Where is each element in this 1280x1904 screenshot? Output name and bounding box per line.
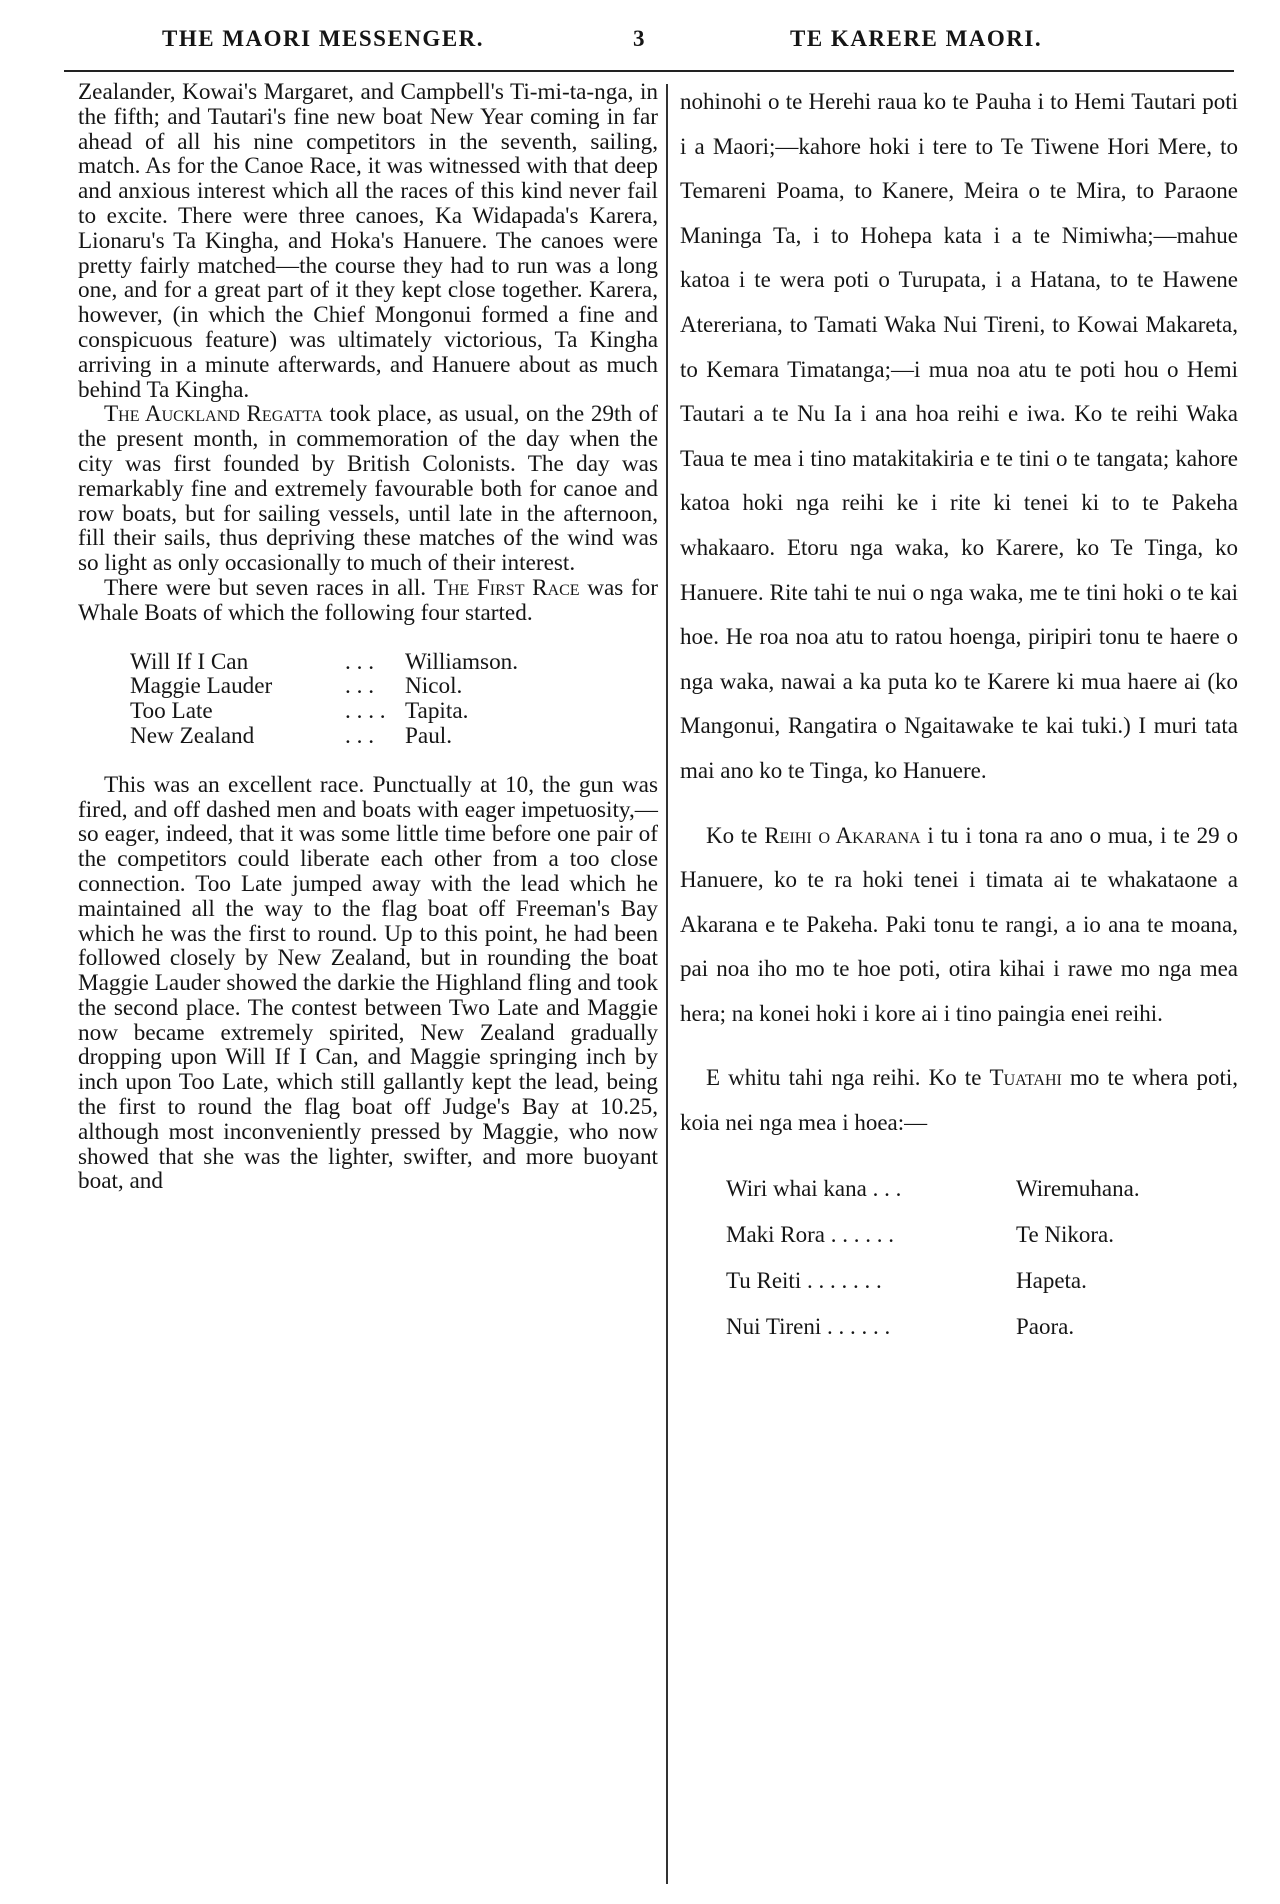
maori-paragraph-3: [680, 1056, 1238, 1145]
english-paragraph-2: [78, 402, 658, 576]
english-paragraph-3-text-a: There were but seven races in all.: [104, 574, 434, 601]
leader-dots: . . .: [345, 722, 374, 749]
english-regatta-heading: The Auckland Regatta: [104, 401, 323, 428]
boat-owner: Te Nikora.: [1016, 1221, 1115, 1247]
maori-regatta-heading: Reihi o Akarana: [764, 822, 921, 848]
boat-owner: Tapita.: [405, 698, 469, 725]
maori-paragraph-2: [680, 814, 1238, 1037]
boat-name: Maggie Lauder: [130, 673, 273, 700]
maori-column: [680, 80, 1238, 1350]
maori-paragraph-3-text-b: mo te whera poti, koia nei nga mea i hoea:—: [680, 1065, 1238, 1136]
boat-name: Tu Reiti . . . . . . .: [726, 1267, 882, 1293]
english-paragraph-4: This was an excellent race. Punctually at 10, the gun was fired, and off dashed men and boats with eager impetuosity,—so eager, indeed, that it was some little time before one pair of the competitors could liberate each other from a too close connection. Too Late jumped away with the lead which he maintained all the way to the flag boat off Freeman's Bay which he was the first to round. Up to this point, he had been followed closely by New Zealand, but in rounding the boat Maggie Lauder showed the darkie the Highland fling and took the second place. The contest between Two Late and Maggie now became extremely spirited, New Zealand gradually dropping upon Will If I Can, and Maggie springing inch by inch upon Too Late, which still gallantly kept the lead, being the first to round the flag boat off Judge's Bay at 10.25, although most inconveniently pressed by Maggie, who now showed that she was the lighter, swifter, and more buoyant boat, and: [78, 771, 658, 1195]
boat-name: Wiri whai kana . . .: [726, 1175, 902, 1201]
english-boat-list: [130, 650, 658, 749]
maori-boat-list: [726, 1166, 1238, 1350]
list-item: [130, 699, 658, 724]
boat-owner: Hapeta.: [1016, 1267, 1087, 1293]
boat-name: Will If I Can: [130, 648, 249, 675]
list-item: [726, 1212, 1238, 1258]
boat-name: Too Late: [130, 698, 213, 725]
list-item: [130, 650, 658, 675]
boat-owner: Nicol.: [405, 673, 463, 700]
maori-paragraph-1: nohinohi o te Herehi raua ko te Pauha i to Hemi Tautari poti i a Maori;—kahore hoki i tere to Te Tiwene Hori Mere, to Temareni Poama, to Kanere, Meira o te Mira, to Paraone Maninga Ta, i to Hohepa kata i a te Nimiwha;—mahue katoa i te wera poti o Turupata, i a Hatana, to te Hawene Atereriana, to Tamati Waka Nui Tireni, to Kowai Makareta, to Kemara Timatanga;—i mua noa atu te poti hou o Hemi Tautari a te Nu Ia i ana hoa reihi e iwa. Ko te reihi Waka Taua te mea i tino matakitakiria e te tini o te tangata; kahore katoa hoki nga reihi ke i rite ki tenei ki to te Pakeha whakaaro. Etoru nga waka, ko Karere, ko Te Tinga, ko Hanuere. Rite tahi te nui o nga waka, me te tini hoki o te kai hoe. He roa noa atu to ratou hoenga, piripiri tonu te haere o nga waka, nawai a ka puta ko te Karere ki mua haere ai (ko Mangonui, Rangatira o Ngaitawake te kai tuki.) I muri tata mai ano ko te Tinga, ko Hanuere.: [680, 89, 1238, 783]
english-paragraph-1: Zealander, Kowai's Margaret, and Campbell's Ti-mi-ta-nga, in the fifth; and Tautari's fine new boat New Year coming in far ahead of all his nine competitors in the seventh, sailing, match. As for the Canoe Race, it was witnessed with that deep and anxious interest which all the races of this kind never fail to excite. There were three canoes, Ka Widapada's Karera, Lionaru's Ta Kingha, and Hoka's Hanuere. The canoes were pretty fairly matched—the course they had to run was a long one, and for a great part of it they kept close together. Karera, however, (in which the Chief Mongonui formed a fine and conspicuous feature) was ultimately victorious, Ta Kingha arriving in a minute afterwards, and Hanuere about as much behind Ta Kingha.: [78, 79, 658, 403]
maori-first-race-heading: Tuatahi: [989, 1065, 1062, 1091]
boat-name: Nui Tireni . . . . . .: [726, 1313, 891, 1339]
list-item: [726, 1304, 1238, 1350]
header-maori-title: TE KARERE MAORI.: [790, 26, 1043, 51]
english-first-race-heading: The First Race: [433, 574, 580, 601]
leader-dots: . . .: [345, 648, 374, 675]
maori-paragraph-2-text: i tu i tona ra ano o mua, i te 29 o Hanuere, ko te ra hoki tenei i timata ai te whakataone a Akarana e te Pakeha. Paki tonu te rangi, a io ana te moana, pai noa iho mo te hoe poti, otira kihai i rawe mo nga mea hera; na konei hoki i kore ai i tino paingia enei reihi.: [680, 822, 1238, 1026]
boat-owner: Paora.: [1016, 1313, 1075, 1339]
page-number: 3: [633, 26, 646, 51]
maori-paragraph-2-text-a: Ko te: [706, 822, 765, 848]
boat-owner: Paul.: [405, 722, 453, 749]
list-item: [726, 1258, 1238, 1304]
list-item: [130, 724, 658, 749]
column-divider: [666, 84, 668, 1884]
english-column: [78, 80, 658, 1194]
paragraph-gap: [680, 794, 1238, 814]
boat-name: New Zealand: [130, 722, 255, 749]
english-paragraph-3-text-b: was for Whale Boats of which the following four started.: [78, 574, 658, 626]
leader-dots: . . .: [345, 673, 374, 700]
boat-name: Maki Rora . . . . . .: [726, 1221, 895, 1247]
header-rule: [64, 70, 1234, 72]
boat-owner: Wiremuhana.: [1016, 1175, 1140, 1201]
list-item: [726, 1166, 1238, 1212]
maori-paragraph-3-text-a: E whitu tahi nga reihi. Ko te: [706, 1065, 990, 1091]
paragraph-gap: [680, 1036, 1238, 1056]
header-english-title: THE MAORI MESSENGER.: [162, 26, 485, 51]
list-item: [130, 674, 658, 699]
english-paragraph-2-text: took place, as usual, on the 29th of the present month, in commemoration of the day when the city was first founded by British Colonists. The day was remarkably fine and extremely favourable both for canoe and row boats, but for sailing vessels, until late in the afternoon, fill their sails, thus depriving these matches of the wind was so light as only occasionally to much of their interest.: [78, 401, 659, 577]
english-paragraph-3: [78, 576, 658, 626]
boat-owner: Williamson.: [405, 648, 519, 675]
page-header: [0, 0, 1280, 70]
leader-dots: . . . .: [345, 698, 386, 725]
